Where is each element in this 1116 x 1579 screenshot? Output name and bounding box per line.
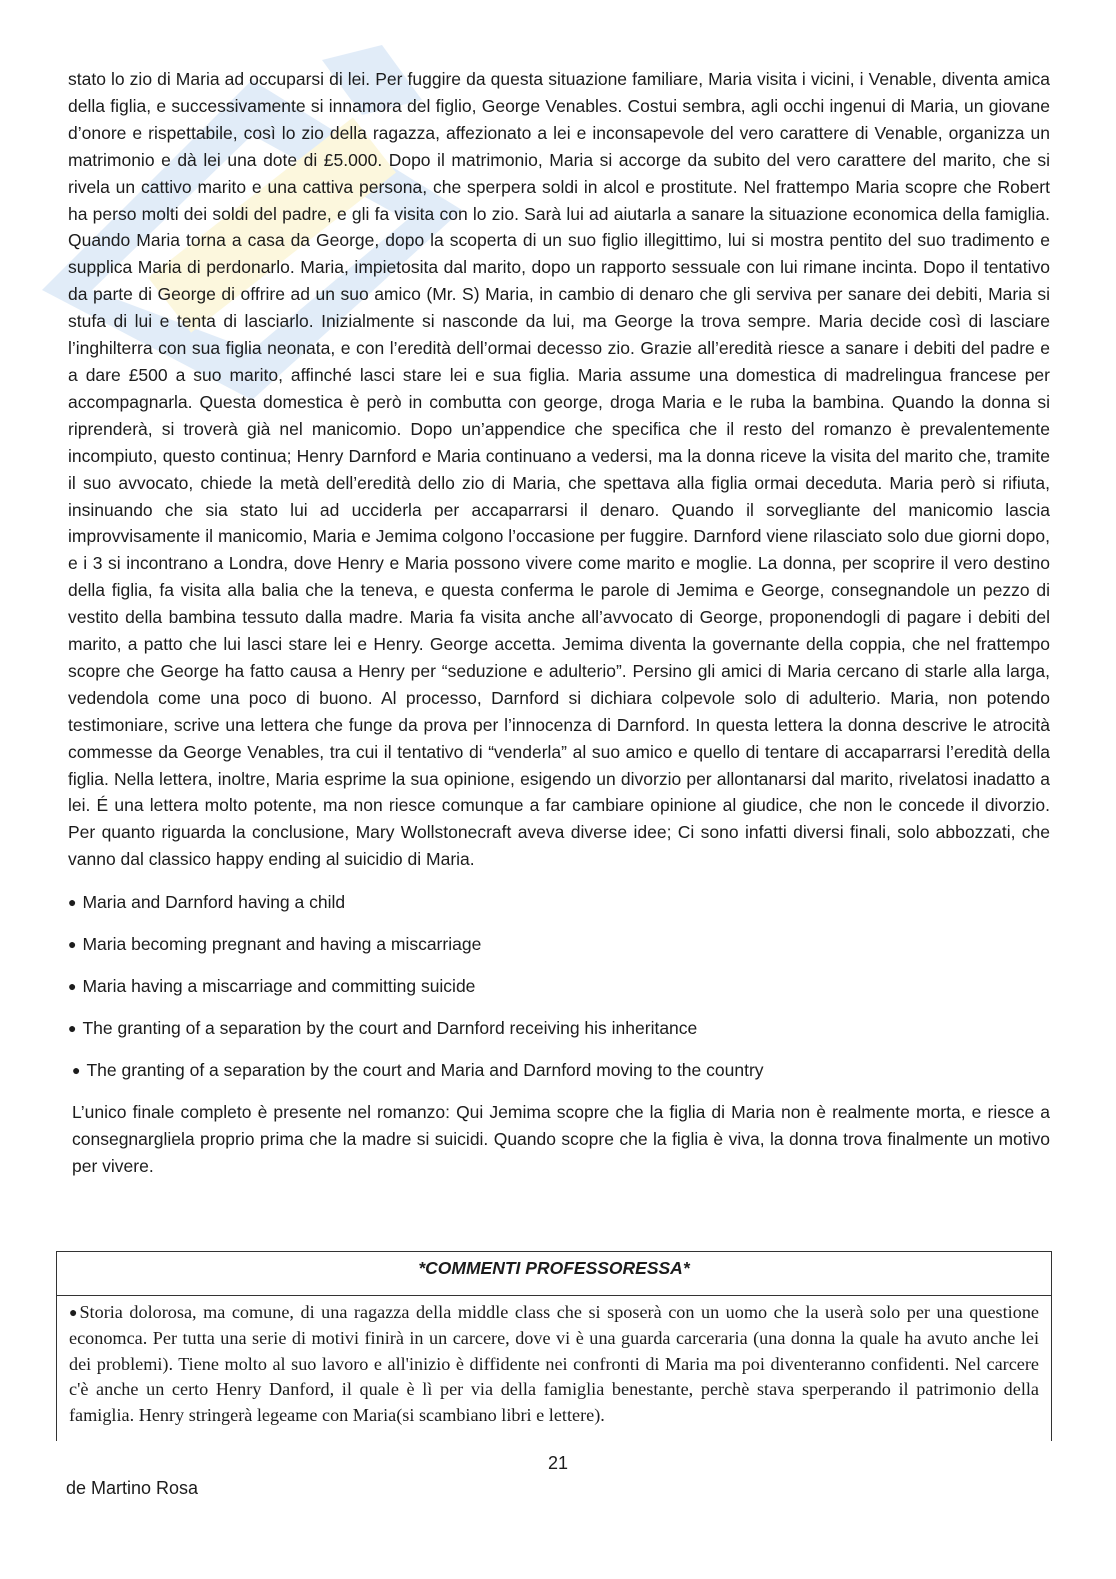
list-item-text: The granting of a separation by the court and Darnford receiving his inheritance xyxy=(82,1018,698,1039)
bullet-icon: ● xyxy=(69,1306,80,1321)
list-item xyxy=(68,889,1050,915)
list-item-text: The granting of a separation by the court and Maria and Darnford moving to the country xyxy=(86,1060,764,1081)
list-item-text: Maria and Darnford having a child xyxy=(82,892,346,913)
comments-body xyxy=(57,1296,1051,1428)
bullet-icon: ● xyxy=(68,894,77,911)
list-item xyxy=(68,1015,1050,1041)
professor-comments-box xyxy=(56,1251,1052,1441)
bullet-icon: ● xyxy=(68,1020,77,1037)
page-number: 21 xyxy=(547,1453,569,1473)
list-item xyxy=(68,973,1050,999)
list-item-text: Maria having a miscarriage and committing suicide xyxy=(82,976,476,997)
bullet-icon: ● xyxy=(68,978,77,995)
list-item-text: Maria becoming pregnant and having a miscarriage xyxy=(82,934,482,955)
closing-paragraph: L’unico finale completo è presente nel romanzo: Qui Jemima scopre che la figlia di Maria non è realmente morta, e riesce a consegnargliela proprio prima che la madre si suicidi. Quando scopre che la figlia è viva, la donna trova finalmente un motivo per vivere. xyxy=(72,1102,1050,1176)
main-paragraph: stato lo zio di Maria ad occuparsi di lei. Per fuggire da questa situazione familiare, Maria visita i vicini, i Venable, diventa amica della figlia, e successivamente si innamora del figlio, George Venables. Costui sembra, agli occhi ingenui di Maria, un giovane d’onore e rispettabile, così lo zio della ragazza, affezionato a lei e inconsapevole del vero carattere di Venable, organizza un matrimonio e dà lei una dote di £5.000. Dopo il matrimonio, Maria si accorge da subito del vero carattere del marito, che si rivela un cattivo marito e una cattiva persona, che sperpera soldi in alcol e prostitute. Nel frattempo Maria scopre che Robert ha perso molti dei soldi del padre, e gli fa visita con lo zio. Sarà lui ad aiutarla a sanare la situazione economica della famiglia. Quando Maria torna a casa da George, dopo la scoperta di un suo figlio illegittimo, lui si mostra pentito del suo tradimento e supplica Maria di perdonarlo. Maria, impietosita dal marito, dopo un rapporto sessuale con lui rimane incinta. Dopo il tentativo da parte di George di offrire ad un suo amico (Mr. S) Maria, in cambio di denaro che gli serviva per sanare dei debiti, Maria si stufa di lui e tenta di lasciarlo. Inizialmente si nasconde da lui, ma George la trova sempre. Maria decide così di lasciare l’inghilterra con sua figlia neonata, e con l’eredità dell’ormai decesso zio. Grazie all’eredità riesce a sanare i debiti del padre e a dare £500 a suo marito, affinché lasci stare lei e sua figlia. Maria assume una domestica di madrelingua francese per accompagnarla. Questa domestica è però in combutta con george, droga Maria e le ruba la bambina. Quando la donna si riprenderà, si troverà già nel manicomio. Dopo un’appendice che specifica che il resto del romanzo è prevalentemente incompiuto, questo continua; Henry Darnford e Maria continuano a vedersi, ma la donna riceve la visita del marito che, tramite il suo avvocato, chiede la metà dell’eredità dello zio di Maria, che spettava alla figlia ormai deceduta. Maria però si rifiuta, insinuando che sia stato lui ad ucciderla per accaparrarsi il denaro. Quando il sorvegliante del manicomio lascia improvvisamente il manicomio, Maria e Jemima colgono l’occasione per fuggire. Darnford viene rilasciato solo due giorni dopo, e i 3 si incontrano a Londra, dove Henry e Maria possono vivere come marito e moglie. La donna, per scoprire il vero destino della figlia, fa visita alla balia che la teneva, e questa conferma le parole di Jemima e George, consegnandole un pezzo di vestito della bambina tessuto dalla madre. Maria fa visita anche all’avvocato di George, proponendogli di pagare i debiti del marito, a patto che lui lasci stare lei e Henry. George accetta. Jemima diventa la governante della coppia, che nel frattempo scopre che George ha fatto causa a Henry per “seduzione e adulterio”. Persino gli amici di Maria cercano di starle alla larga, vedendola come una poco di buono. Al processo, Darnford si dichiara colpevole solo di adulterio. Maria, non potendo testimoniare, scrive una lettera che funge da prova per l’innocenza di Darnford. In questa lettera la donna descrive le atrocità commesse da George Venables, tra cui il tentativo di “venderla” al suo amico e quello di tentare di accaparrarsi l’eredità della figlia. Nella lettera, inoltre, Maria esprime la sua opinione, esigendo un divorzio per allontanarsi dal marito, rivelatosi inadatto a lei. É una lettera molto potente, ma non riesce comunque a far cambiare opinione al giudice, che non le concede il divorzio. Per quanto riguarda la conclusione, Mary Wollstonecraft aveva diverse idee; Ci sono infatti diversi finali, solo abbozzati, che vanno dal classico happy ending al suicidio di Maria. xyxy=(68,69,1050,870)
endings-list xyxy=(68,889,1050,1083)
bullet-icon: ● xyxy=(72,1062,81,1079)
list-item xyxy=(68,931,1050,957)
author-name: de Martino Rosa xyxy=(66,1478,199,1498)
list-item xyxy=(68,1057,1050,1083)
comments-body-text: Storia dolorosa, ma comune, di una ragazza della middle class che si sposerà con un uomo che la userà solo per una questione economca. Per tutta una serie di motivi finirà in un carcere, dove vi è una guarda carceraria (una donna la quale ha avuto anche lei dei problemi). Tiene molto al suo lavoro e all'inizio è diffidente nei confronti di Maria ma poi diventeranno confidenti. Nel carcere c'è anche un certo Henry Danford, il quale è lì per via della famiglia benestante, perchè stava sperperando il patrimonio della famiglia. Henry stringerà legeame con Maria(si scambiano libri e lettere). xyxy=(69,1302,1039,1425)
comments-title: *COMMENTI PROFESSORESSA* xyxy=(57,1252,1051,1296)
page-content xyxy=(68,66,1050,1180)
bullet-icon: ● xyxy=(68,936,77,953)
